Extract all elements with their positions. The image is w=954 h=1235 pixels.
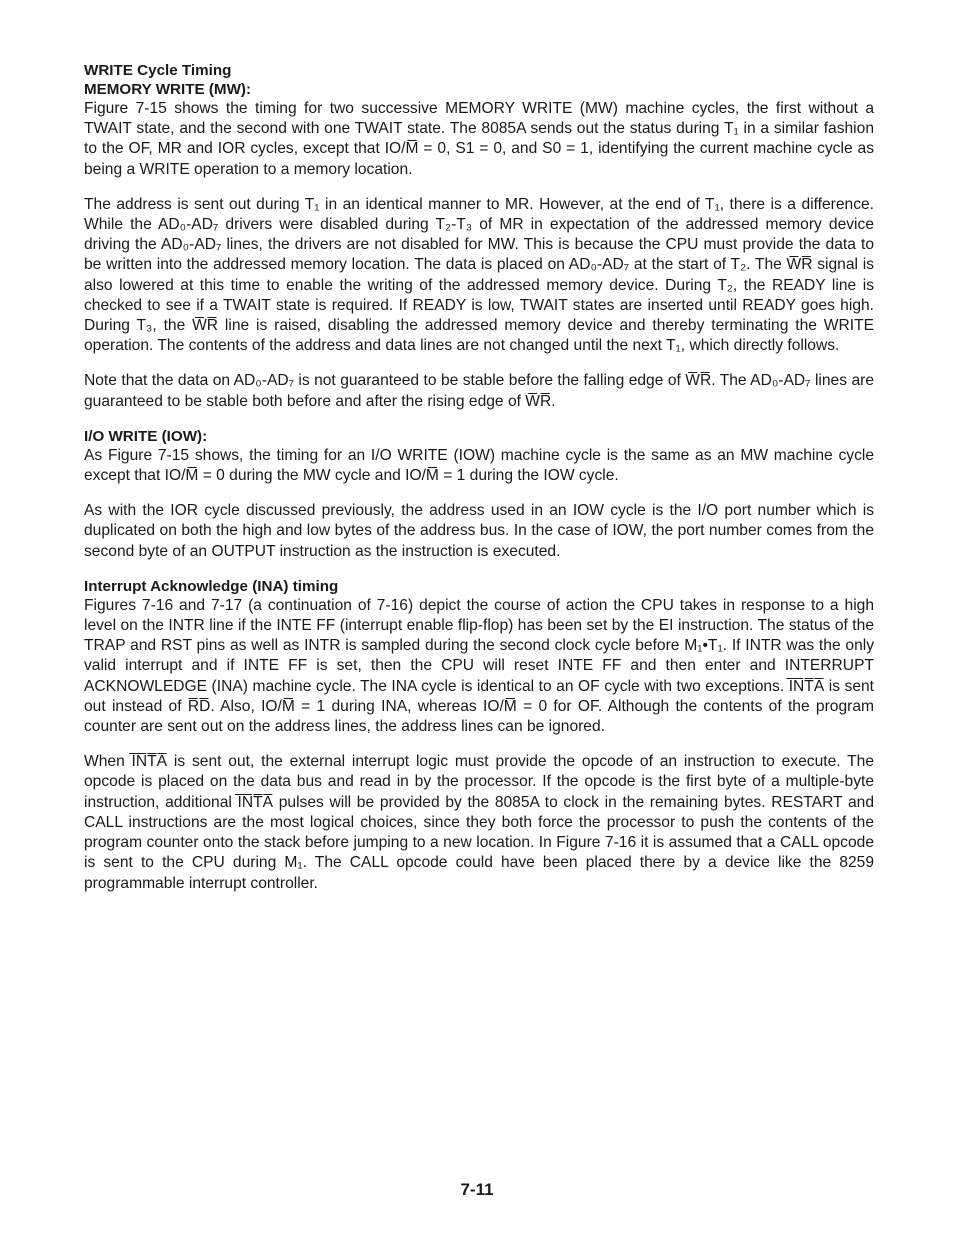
paragraph-iow-2: As with the IOR cycle discussed previously, the address used in an IOW cycle is the I/O port number which is duplicated on both the high and low bytes of the address bus. In the case of IOW, the port number comes from the second byte of an OUTPUT instruction as the instruction is executed. bbox=[84, 502, 874, 560]
paragraph-mw-1: Figure 7-15 shows the timing for two successive MEMORY WRITE (MW) machine cycles, the first without a TWAIT state, and the second with one TWAIT state. The 8085A sends out the status during T₁ in a similar fashion to the OF, MR and IOR cycles, except that IO/M̅ = 0, S1 = 0, and S0 = 1, identifying the current machine cycle as being a WRITE operation to a memory location. bbox=[84, 100, 874, 178]
section-heading-io-write: I/O WRITE (IOW): bbox=[84, 427, 208, 445]
paragraph-ina-1: Figures 7-16 and 7-17 (a continuation of 7-16) depict the course of action the CPU takes in response to a high level on the INTR line if the INTE FF (interrupt enable flip-flop) has been set by the EI instruction. The status of the TRAP and RST pins as well as INTR is sampled during the second clock cycle before M₁•T₁. If INTR was the only valid interrupt and if INTE FF is set, then the CPU will reset INTE FF and then enter and INTERRUPT ACKNOWLEDGE (INA) machine cycle. The INA cycle is identical to an OF cycle with two exceptions. I̅N̅T̅A̅ is sent out instead of R̅D̅. Also, IO/M̅ = 1 during INA, whereas IO/M̅ = 0 for OF. Although the contents of the program counter are sent out on the address lines, the address lines can be ignored. bbox=[84, 596, 874, 736]
paragraph-mw-3: Note that the data on AD₀-AD₇ is not guaranteed to be stable before the falling edge of W̅R̅. The AD₀-AD₇ lines are guaranteed to be stable both before and after the rising edge of W̅R̅. bbox=[84, 372, 874, 410]
section-heading-ina: Interrupt Acknowledge (INA) timing bbox=[84, 577, 339, 595]
paragraph-iow-1: As Figure 7-15 shows, the timing for an I/O WRITE (IOW) machine cycle is the same as an MW machine cycle except that IO/M̅ = 0 during the MW cycle and IO/M̅ = 1 during the IOW cycle. bbox=[84, 446, 874, 485]
page-content bbox=[84, 61, 874, 894]
paragraph-mw-2: The address is sent out during T₁ in an identical manner to MR. However, at the end of T₁, there is a difference. While the AD₀-AD₇ drivers were disabled during T₂-T₃ of MR in expectation of the addressed memory device driving the AD₀-AD₇ lines, the drivers are not disabled for MW. This is because the CPU must provide the data to be written into the addressed memory location. The data is placed on AD₀-AD₇ at the start of T₂. The W̅R̅ signal is also lowered at this time to enable the writing of the addressed memory device. During T₂, the READY line is checked to see if a TWAIT state is required. If READY is low, TWAIT states are inserted until READY goes high. During T₃, the W̅R̅ line is raised, disabling the addressed memory device and thereby terminating the WRITE operation. The contents of the address and data lines are not changed until the next T₁, which directly follows. bbox=[84, 195, 874, 355]
section-heading-write-cycle: WRITE Cycle Timing bbox=[84, 62, 232, 79]
paragraph-ina-2: When I̅N̅T̅A̅ is sent out, the external interrupt logic must provide the opcode of an instruction to execute. The opcode is placed on the data bus and read in by the processor. If the opcode is the first byte of a multiple-byte instruction, additional I̅N̅T̅A̅ pulses will be provided by the 8085A to clock in the remaining bytes. RESTART and CALL instructions are the most logical choices, since they both force the processor to push the contents of the program counter onto the stack before jumping to a new location. In Figure 7-16 it is assumed that a CALL opcode is sent to the CPU during M₁. The CALL opcode could have been placed there by a device like the 8259 programmable interrupt controller. bbox=[84, 753, 874, 892]
page-number: 7-11 bbox=[460, 1180, 494, 1199]
subheading-memory-write: MEMORY WRITE (MW): bbox=[84, 81, 252, 98]
